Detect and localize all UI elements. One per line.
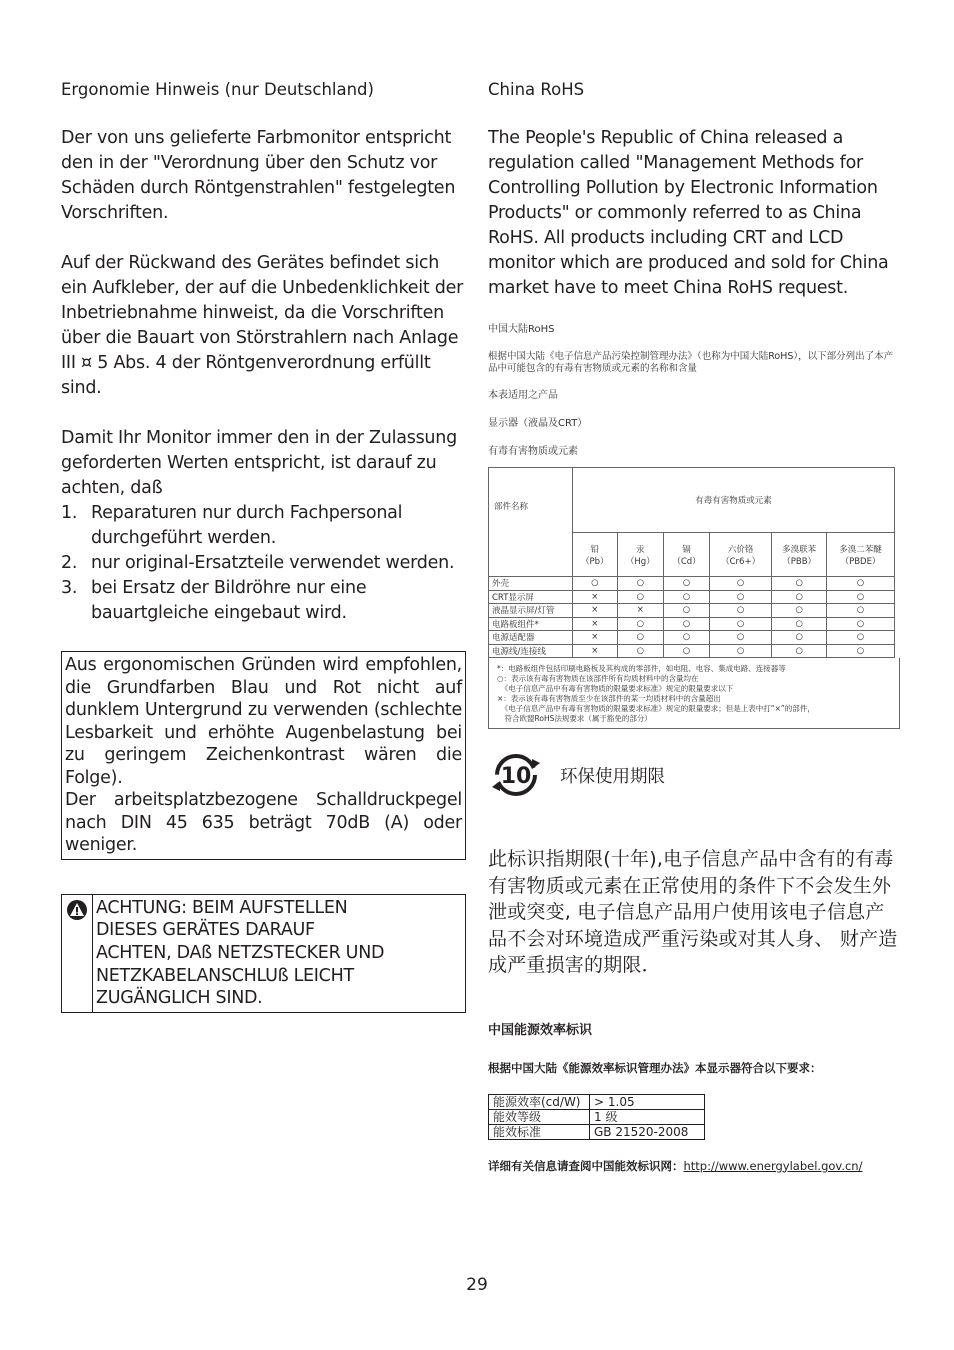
list-number: 2. xyxy=(61,553,78,573)
table-row xyxy=(489,590,895,604)
energy-label-title: 中国能源效率标识 xyxy=(488,1022,593,1038)
table-cell: ○ xyxy=(709,590,771,604)
table-cell: ○ xyxy=(617,577,664,591)
table-cell: ○ xyxy=(827,631,895,645)
table-cell: ○ xyxy=(617,617,664,631)
table-row xyxy=(489,604,895,618)
table-row xyxy=(489,631,895,645)
warning-box xyxy=(61,894,466,1014)
ergonomie-paragraph-2: Auf der Rückwand des Gerätes befindet sich ein Aufkleber, der auf die Unbedenklichkeit der Inbetriebnahme hinweist, da die Vorschriften über die Bauart von Störstrahlern nach Anlage III ¤ 5 Abs. 4 der Röntgenverordnung erfüllt sind. xyxy=(61,253,464,398)
table-row xyxy=(489,644,895,658)
list-text: Reparaturen nur durch Fachpersonal durchgeführt werden. xyxy=(91,503,403,548)
table-cell: × xyxy=(573,631,618,645)
page-number: 29 xyxy=(466,1275,488,1295)
list-text: bei Ersatz der Bildröhre nur eine bauartgleiche eingebaut wird. xyxy=(91,578,367,623)
table-cell: ○ xyxy=(617,644,664,658)
ergonomie-heading: Ergonomie Hinweis (nur Deutschland) xyxy=(61,80,374,99)
energy-key: 能效等级 xyxy=(489,1109,590,1124)
eco-period-paragraph: 此标识指期限(十年),电子信息产品中含有的有毒有害物质或元素在正常使用的条件下不会发生外泄或突变, 电子信息产品用户使用该电子信息产品不会对环境造成严重污染或对其人身、 财产造成严重损害的期限． xyxy=(488,848,898,976)
table-cell: ○ xyxy=(709,604,771,618)
energy-value: GB 21520-2008 xyxy=(590,1124,705,1139)
energy-value: > 1.05 xyxy=(590,1094,705,1109)
table-cell: ○ xyxy=(664,604,710,618)
warning-line: ZUGÄNGLICH SIND. xyxy=(96,988,263,1009)
energy-value: 1 级 xyxy=(590,1109,705,1124)
ergonomie-paragraph-3: Damit Ihr Monitor immer den in der Zulassung geforderten Werten entspricht, ist darauf zu achten, daß xyxy=(61,428,457,498)
rohs-product: 显示器（液晶及CRT） xyxy=(488,418,588,429)
ergonomie-paragraph-1: Der von uns gelieferte Farbmonitor entspricht den in der "Verordnung über den Schutz vor Schäden durch Röntgenstrahlen" festgelegten Vorschriften. xyxy=(61,128,456,223)
energy-label-link[interactable]: http://www.energylabel.gov.cn/ xyxy=(683,1158,863,1173)
table-cell: ○ xyxy=(709,631,771,645)
table-cell: ○ xyxy=(772,644,827,658)
table-cell: ○ xyxy=(573,577,618,591)
table-cell: × xyxy=(573,604,618,618)
table-cell: ○ xyxy=(617,631,664,645)
footnote: ○：表示该有毒有害物质在该部件所有均质材料中的含量均在 xyxy=(497,674,699,683)
warning-text xyxy=(93,895,387,1013)
energy-link-text: 详细有关信息请查阅中国能效标识网： xyxy=(488,1158,684,1173)
warning-line: ACHTEN, DAß NETZSTECKER UND xyxy=(96,942,385,963)
rohs-applies: 本表适用之产品 xyxy=(488,390,558,401)
rohs-substances-label: 有毒有害物质或元素 xyxy=(488,446,578,457)
table-cell: × xyxy=(573,617,618,631)
list-item xyxy=(61,551,466,576)
column-header: 多溴联苯 （PBB） xyxy=(772,533,827,577)
part-name: 液晶显示屏/灯管 xyxy=(489,604,573,618)
table-cell: ○ xyxy=(709,644,771,658)
table-row xyxy=(489,1094,705,1109)
table-cell: ○ xyxy=(664,617,710,631)
warning-icon-cell xyxy=(62,895,93,1013)
energy-key: 能源效率(cd/W) xyxy=(489,1094,590,1109)
energy-label-description: 根据中国大陆《能源效率标识管理办法》本显示器符合以下要求： xyxy=(488,1060,822,1075)
part-name: 电路板组件* xyxy=(489,617,573,631)
footnote: ×：表示该有毒有害物质至少在该部件的某一均质材料中的含量超出 xyxy=(497,694,721,703)
note-text-1: Aus ergonomischen Gründen wird empfohlen, die Grundfarben Blau und Rot nicht auf dunklem Untergrund zu verwenden (schlechte Lesbarkeit und erhöhte Augenbelastung bei zu geringem Zeichenkontrast wären die Folge). xyxy=(65,655,462,788)
footnote: 《电子信息产品中有毒有害物质的限量要求标准》规定的限量要求以下 xyxy=(497,684,734,693)
table-cell: ○ xyxy=(664,644,710,658)
table-cell: ○ xyxy=(709,617,771,631)
environment-friendly-period-icon xyxy=(488,749,544,801)
table-cell: ○ xyxy=(772,577,827,591)
list-text: nur original-Ersatzteile verwendet werden. xyxy=(91,553,455,573)
table-row xyxy=(489,617,895,631)
table-cell: ○ xyxy=(827,577,895,591)
eco-period-label: 环保使用期限 xyxy=(560,766,665,787)
table-cell: ○ xyxy=(709,577,771,591)
requirements-list xyxy=(61,501,466,626)
footnote: 符合欧盟RoHS法规要求（属于豁免的部分） xyxy=(497,714,652,723)
column-header: 镉 （Cd） xyxy=(664,533,710,577)
ergonomic-note-box xyxy=(61,651,466,860)
table-row xyxy=(489,1124,705,1139)
eco-period-row xyxy=(488,749,898,801)
table-cell: ○ xyxy=(827,590,895,604)
china-rohs-paragraph: The People's Republic of China released a regulation called "Management Methods for Controlling Pollution by Electronic Information Products" or commonly referred to as China RoHS. All products including CRT and LCD monitor which are produced and sold for China market have to meet China RoHS request. xyxy=(488,128,889,298)
table-cell: ○ xyxy=(772,604,827,618)
table-cell: ○ xyxy=(617,590,664,604)
column-header: 六价铬 （Cr6+） xyxy=(709,533,771,577)
note-text-2: Der arbeitsplatzbezogene Schalldruckpegel nach DIN 45 635 beträgt 70dB (A) oder weniger. xyxy=(65,790,462,855)
right-column xyxy=(488,78,898,1174)
table-cell: × xyxy=(617,604,664,618)
table-cell: × xyxy=(573,590,618,604)
energy-key: 能效标准 xyxy=(489,1124,590,1139)
list-item xyxy=(61,576,466,626)
china-rohs-heading: China RoHS xyxy=(488,80,585,99)
substances-header: 有毒有害物质或元素 xyxy=(573,468,895,533)
eco-period-number: 10 xyxy=(500,764,532,789)
warning-line: ACHTUNG: BEIM AUFSTELLEN xyxy=(96,897,348,918)
part-name: 电源适配器 xyxy=(489,631,573,645)
table-cell: ○ xyxy=(664,631,710,645)
part-name: 外壳 xyxy=(489,577,573,591)
table-cell: ○ xyxy=(772,590,827,604)
table-cell: ○ xyxy=(772,631,827,645)
footnote: 《电子信息产品中有毒有害物质的限量要求标准》规定的限量要求；但是上表中打“×”的部件， xyxy=(497,704,815,713)
energy-info-line xyxy=(488,1158,898,1174)
table-cell: ○ xyxy=(827,644,895,658)
column-header: 多溴二苯醚 （PBDE） xyxy=(827,533,895,577)
philips-warning-icon xyxy=(66,899,88,921)
table-cell: ○ xyxy=(827,604,895,618)
part-name: 电源线/连接线 xyxy=(489,644,573,658)
warning-line: NETZKABELANSCHLUß LEICHT xyxy=(96,965,354,986)
list-number: 3. xyxy=(61,578,78,598)
footnote: *：电路板组件包括印刷电路板及其构成的零部件，如电阻、电容、集成电路、连接器等 xyxy=(497,664,786,673)
table-cell: ○ xyxy=(827,617,895,631)
table-row xyxy=(489,1109,705,1124)
part-name: CRT显示屏 xyxy=(489,590,573,604)
column-header: 铅 （Pb） xyxy=(573,533,618,577)
warning-line: DIESES GERÄTES DARAUF xyxy=(96,920,315,941)
table-cell: ○ xyxy=(772,617,827,631)
table-cell: ○ xyxy=(664,590,710,604)
list-number: 1. xyxy=(61,503,78,523)
rohs-table xyxy=(488,467,895,658)
rohs-description: 根据中国大陆《电子信息产品污染控制管理办法》（也称为中国大陆RoHS），以下部分列出了本产品中可能包含的有毒有害物质或元素的名称和含量 xyxy=(488,351,894,374)
table-cell: × xyxy=(573,644,618,658)
energy-table xyxy=(488,1094,705,1140)
table-cell: ○ xyxy=(664,577,710,591)
left-column xyxy=(61,78,466,1013)
list-item xyxy=(61,501,466,551)
column-header: 汞 （Hg） xyxy=(617,533,664,577)
part-header: 部件名称 xyxy=(489,468,573,577)
rohs-footnotes xyxy=(488,658,900,729)
table-row xyxy=(489,577,895,591)
rohs-title: 中国大陆RoHS xyxy=(488,324,555,335)
